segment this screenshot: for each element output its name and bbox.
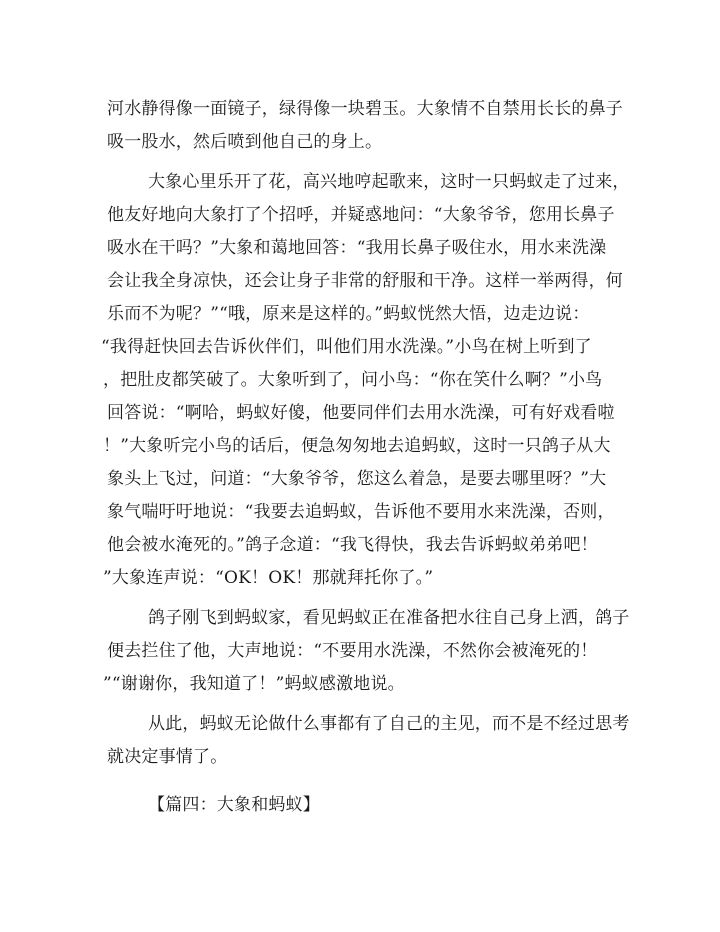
paragraph-2-line-10: 象头上飞过，问道：“大象爷爷，您这么着急，是要去哪里呀？”大 (107, 469, 607, 489)
paragraph-2-line-3: 吸水在干吗？”大象和蔼地回答：“我用长鼻子吸住水，用水来洗澡 (107, 238, 607, 258)
paragraph-2-line-11: 象气喘吁吁地说：“我要去追蚂蚁，告诉他不要用水来洗澡，否则， (107, 502, 615, 522)
paragraph-2-line-2: 他友好地向大象打了个招呼，并疑惑地问：“大象爷爷，您用长鼻子 (107, 205, 615, 225)
paragraph-2-line-13: ”大象连声说：“OK！OK！那就拜托你了。” (103, 568, 434, 588)
paragraph-3-line-1: 鸽子刚飞到蚂蚁家，看见蚂蚁正在准备把水往自己身上洒，鸽子 (148, 608, 630, 628)
paragraph-2-line-5: 乐而不为呢？”“哦，原来是这样的。”蚂蚁恍然大悟，边走边说： (107, 304, 590, 324)
paragraph-2-line-1: 大象心里乐开了花，高兴地哼起歌来，这时一只蚂蚁走了过来， (148, 172, 630, 192)
paragraph-1-line-2: 吸一股水，然后喷到他自己的身上。 (107, 132, 383, 152)
paragraph-2-line-12: 他会被水淹死的。”鸽子念道：“我飞得快，我去告诉蚂蚁弟弟吧！ (107, 535, 598, 555)
paragraph-2-line-6: “我得赶快回去告诉伙伴们，叫他们用水洗澡。”小鸟在树上听到了 (101, 337, 592, 357)
paragraph-3-line-2: 便去拦住了他，大声地说：“不要用水洗澡，不然你会被淹死的！ (107, 641, 598, 661)
section-heading: 【篇四：大象和蚂蚁】 (148, 795, 320, 815)
paragraph-2-line-4: 会让我全身凉快，还会让身子非常的舒服和干净。这样一举两得，何 (107, 271, 623, 291)
paragraph-2-line-8: 回答说：“啊哈，蚂蚁好傻，他要同伴们去用水洗澡，可有好戏看啦 (107, 403, 615, 423)
paragraph-4-line-1: 从此，蚂蚁无论做什么事都有了自己的主见，而不是不经过思考 (148, 714, 630, 734)
paragraph-2-line-7: ，把肚皮都笑破了。大象听到了，问小鸟：“你在笑什么啊？”小鸟 (103, 370, 603, 390)
paragraph-2-line-9: ！”大象听完小鸟的话后，便急匆匆地去追蚂蚁，这时一只鸽子从大 (103, 436, 611, 456)
paragraph-4-line-2: 就决定事情了。 (107, 747, 228, 767)
paragraph-1-line-1: 河水静得像一面镜子，绿得像一块碧玉。大象情不自禁用长长的鼻子 (107, 99, 623, 119)
paragraph-3-line-3: ”“谢谢你，我知道了！”蚂蚁感激地说。 (103, 674, 405, 694)
